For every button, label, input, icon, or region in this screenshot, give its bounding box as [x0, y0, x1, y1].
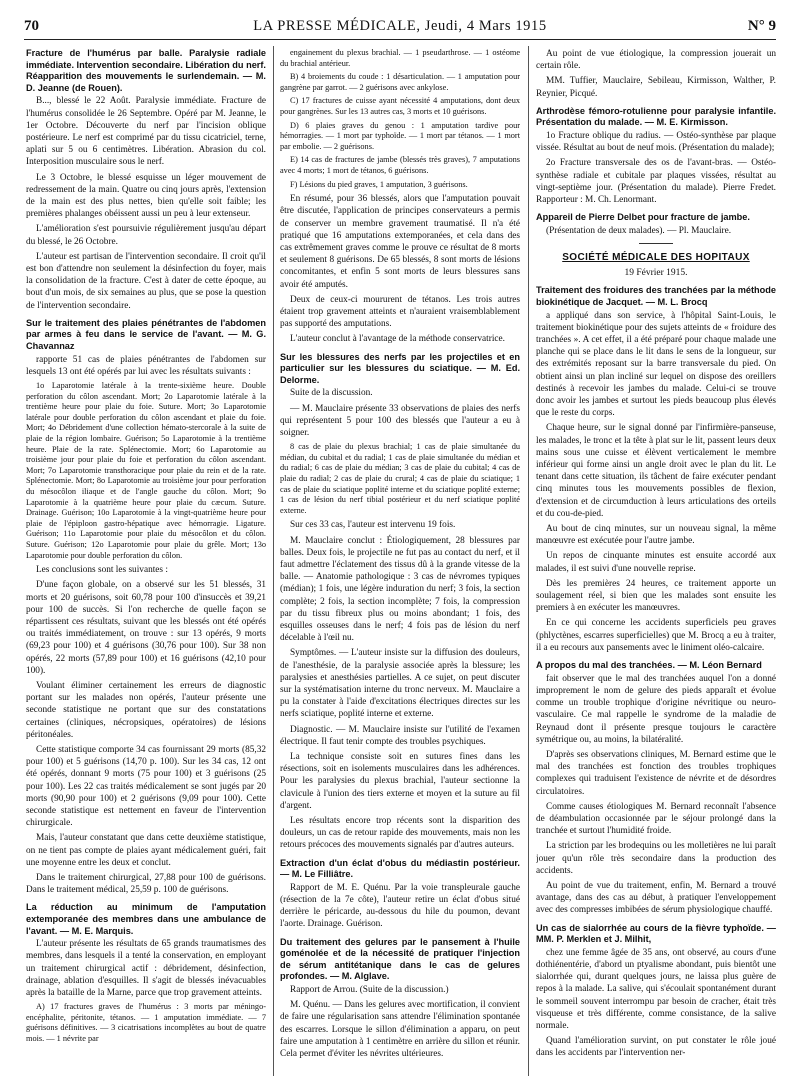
case-list: C) 17 fractures de cuisse ayant nécessité 4 amputations, dont deux pour gangrènes. Sur les 13 autres cas, 3 morts et 10 guérisons. [280, 96, 520, 116]
issue-number: N° 9 [747, 18, 776, 34]
paragraph: Quand l'amélioration survint, on put constater le rôle joué dans les accidents par l'intervention ner- [536, 1036, 776, 1059]
paragraph: Cette statistique comporte 34 cas fournissant 29 morts (85,32 pour 100) et 5 guérisons (14,70 p. 100). Sur les 34 cas, 12 ont été opérés, donnant 9 morts (75 pour 100) et 3 guérisons (25 pour 100). Les 22 cas traités médicalement se sont jugés par 20 morts (90,90 pour 100) et 2 guérisons (9,09 pour 100). Cette seconde statistique est nettement en faveur de l'intervention chirurgicale. [26, 744, 266, 829]
case-list: 1o Laparotomie latérale à la trente-sixième heure. Double perforation du côlon ascendant. Mort; 2o Laparotomie latérale à la trentième heure pour plaie du foie. Suture. Mort; 3o Laparotomie latérale pour double perforation du côlon ascendant et plaie du foie. Mort; 4o Débridement d'une collection hémato-stercorale à la suite de plaie de la région lombaire. Guérison; 5o Laparotomie à la trentième heure. Plaie de la rate. Splénectomie. Mort; 6o Laparotomie au troisième jour pour plaie du foie et perforation du côlon ascendant. Mort; 7o Laparotomie transthoracique pour plaie du rein et de la rate. Splénectomie. Mort; 8o Laparotomie au troisième jour pour perforation du mésocôlon iliaque et de l'angle gauche du côlon. Mort; 9o Laparotomie à la quatrième heure pour plaie du cæcum. Suture. Drainage. Guérison; 10o Laparotomie à la vingt-quatrième heure pour plaie de l'épiploon gastro-hépatique avec hémorragie. Ligature. Guérison; 11o Laparotomie pour plaie du mésocôlon et du côlon. Suture. Guérison; 12o Laparotomie pour plaie du grêle. Mort; 13o Laparotomie pour double perforation du côlon. [26, 381, 266, 560]
article-heading: Fracture de l'humérus par balle. Paralysie radiale immédiate. Intervention secondaire. Libération du nerf. Réapparition des mouvements le surlendemain. — M. D. Jeanne (de Rouen). [26, 48, 266, 93]
article-heading: Un cas de sialorrhée au cours de la fièvre typhoïde. — MM. P. Merklen et J. Milhit, [536, 922, 776, 945]
paragraph: Au point de vue du traitement, enfin, M. Bernard a trouvé avantage, dans des cas au début, à pratiquer l'enveloppement avec des compresses imbibées de sérum physiologique chauffé. [536, 880, 776, 916]
article-heading: Extraction d'un éclat d'obus du médiastin postérieur. — M. Le Filliâtre. [280, 857, 520, 880]
paragraph: Rapport de M. E. Quénu. Par la voie transpleurale gauche (résection de la 7e côte), l'auteur retire un éclat d'obus situé derrière le péricarde, au-dessous du hile du poumon, devant l'aorte. Drainage. Guérison. [280, 882, 520, 930]
journal-title: LA PRESSE MÉDICALE, Jeudi, 4 Mars 1915 [253, 18, 547, 34]
case-list: engainement du plexus brachial. — 1 pseudarthrose. — 1 ostéome du brachial antérieur. [280, 48, 520, 68]
paragraph: Dans le traitement chirurgical, 27,88 pour 100 de guérisons. Dans le traitement médical, 25,59 p. 100 de guérisons. [26, 872, 266, 896]
paragraph: L'auteur est partisan de l'intervention secondaire. Il croit qu'il est bon d'attendre non seulement la désinfection du foyer, mais la consolidation de la fracture. C'est à dater de cette époque, au bout d'un mois, de six semaines au plus, que se pose la question de l'intervention secondaire. [26, 251, 266, 311]
paragraph: Les conclusions sont les suivantes : [36, 565, 168, 576]
paragraph: 1o Fracture oblique du radius. — Ostéo-synthèse par plaque vissée. Résultat au bout de neuf mois. (Présentation du malade); [536, 131, 776, 154]
column-right [536, 48, 776, 1076]
section-heading: SOCIÉTÉ MÉDICALE DES HOPITAUX [562, 252, 750, 264]
article-heading: Sur les blessures des nerfs par les projectiles et en particulier sur les blessures du sciatique. — M. Ed. Delorme. [280, 351, 520, 385]
case-list: 8 cas de plaie du plexus brachial; 1 cas de plaie simultanée du médian, du cubital et du radial; 1 cas de plaie simultanée du médian et du radial; 6 cas de plaie du médian; 3 cas de plaie du cubital; 4 cas de plaie du radial; 2 cas de plaie du crural; 4 cas de plaie du sciatique; 1 cas de plaie du sciatique poplité interne et du sciatique poplité externe; 1 cas de lésion du nerf tibial postérieur et du nerf sciatique poplité externe. [280, 442, 520, 515]
paragraph: Rapport de Arrou. (Suite de la discussion.) [290, 984, 449, 995]
column-middle [280, 48, 520, 1076]
paragraph: En résumé, pour 36 blessés, alors que l'amputation pouvait être discutée, l'application de principes conservateurs a permis de conserver un membre gravement traumatisé. Il n'a été pratiqué que 16 amputations extemporanées, et cela dans des cas extrêmement graves comme le prouve ce résultat de 8 morts et seulement 8 guérisons. De 65 blessés, 8 sont morts de lésions concomitantes, et enfin 5 sont morts de leurs blessures sans avoir été amputés. [280, 194, 520, 290]
paragraph: (Présentation de deux malades). — Pl. Mauclaire. [546, 225, 732, 236]
article-heading: Sur le traitement des plaies pénétrantes de l'abdomen par armes à feu dans le service de l'avant. — M. G. Chavannaz [26, 317, 266, 352]
paragraph: Sur ces 33 cas, l'auteur est intervenu 19 fois. [290, 520, 456, 531]
paragraph: 2o Fracture transversale des os de l'avant-bras. — Ostéo-synthèse radiale et cubitale par plaques vissées, résultat au vingt-septième jour. (Présentation du malade). Pierre Fredet. Rapporteur : M. Ch. Lenormant. [536, 158, 776, 206]
paragraph: Dès les premières 24 heures, ce traitement apporte un soulagement réel, si bien que les malades sont ensuite les premiers à en exécuter les manœuvres. [536, 578, 776, 614]
paragraph: Comme causes étiologiques M. Bernard reconnaît l'absence de déambulation occasionnée par le séjour prolongé dans la tranchée et surtout l'humidité froide. [536, 801, 776, 837]
paragraph: Mais, l'auteur constatant que dans cette deuxième statistique, on ne tient pas compte de plaies ayant médicalement guéri, fait une moyenne entre les deux et conclut. [26, 833, 266, 868]
paragraph: Suite de la discussion. [290, 388, 373, 399]
page-number: 70 [24, 18, 39, 34]
paragraph: La technique consiste soit en sutures fines dans les résections, soit en isolements musculaires dans les adhérences. Pour les paralysies du plexus brachial, l'auteur sectionne la clavicule à l'union des tiers externe et moyen et la suture au fil d'argent. [280, 751, 520, 811]
page-header [24, 18, 776, 40]
paragraph: Au bout de cinq minutes, sur un nouveau signal, la même manœuvre est exécutée pour l'autre jambe. [536, 524, 776, 547]
article-heading: La réduction au minimum de l'amputation extemporanée des membres dans une ambulance de l'avant. — M. E. Marquis. [26, 902, 266, 936]
article-heading: Du traitement des gelures par le pansement à l'huile goménolée et de la nécessité de pratiquer l'injection de sérum antitétanique dans le cas de gelures profondes. — M. Alglave. [280, 936, 520, 982]
case-list: E) 14 cas de fractures de jambe (blessés très graves), 7 amputations avec 4 morts; 1 mort de tétanos, 6 guérisons. [280, 155, 520, 175]
paragraph: L'amélioration s'est poursuivie régulièrement jusqu'au départ du blessé, le 26 Octobre. [26, 224, 266, 247]
case-list: D) 6 plaies graves du genou : 1 amputation tardive pour hémorragies. — 1 mort par typhoïde. — 1 mort par tétanos. — 1 mort par embolie. — 2 guérisons. [280, 120, 520, 151]
paragraph: M. Quénu. — Dans les gelures avec mortification, il convient de faire une régularisation sans attendre l'élimination spontanée des escarres. Lorsque le sillon d'élimination a apparu, on peut faire une amputation à 1 centimètre en arrière du sillon et réunir. Cela permet d'éviter les névrites ultérieures. [280, 1000, 520, 1059]
paragraph: B..., blessé le 22 Août. Paralysie immédiate. Fracture de l'humérus consolidée le 26 Septembre. Opéré par M. Jeanne, le 1er Octobre. Découverte du nerf par l'incision oblique postérieure. Le nerf est comprimé par du tissu cicatriciel, terne, aplati sur 5 ou 6 centimètres. Libération. Abrasion du col. Interposition musculaire sous le nerf. [26, 96, 266, 168]
article-heading: A propos du mal des tranchées. — M. Léon Bernard [536, 660, 762, 671]
paragraph: M. Mauclaire conclut : Étiologiquement, 28 blessures par balles. Deux fois, le projectile ne fut pas au contact du nerf, et il faut admettre l'éclatement des tissus dû à la grande vitesse de la balle. — Anatomie pathologique : 3 cas de névromes typiques (médian); 1 fois, une légère induration du nerf; 3 fois, la section complète; 2 fois, la section incomplète; 7 fois, la compression par du tissu fibreux plus ou moins abondant; 1 fois, des esquilles osseuses dans le nerf; 4 fois pas de lésion du nerf décelable à l'œil nu. [280, 535, 520, 644]
case-list: B) 4 broiements du coude : 1 désarticulation. — 1 amputation pour gangrène par garrot. — 2 guérisons avec ankylose. [280, 72, 520, 92]
article-heading: Arthrodèse fémoro-rotulienne pour paralysie infantile. Présentation du malade. — M. E. Kirmisson. [536, 105, 776, 128]
paragraph: Chaque heure, sur le signal donné par l'infirmière-panseuse, les malades, le tronc et la tête à plat sur le lit, passent leurs deux mains sous une cuisse et élèvent verticalement le membre inférieur qui forme ainsi un angle droit avec le plan du lit. Le tenant dans cette situation, ils tâchent de faire exécuter pendant cinq minutes tous les mouvements possibles de flexion, d'extension et de circumduction à leurs articulations des orteils et du cou-de-pied. [536, 423, 776, 519]
case-list: F) Lésions du pied graves, 1 amputation, 3 guérisons. [290, 179, 468, 189]
paragraph: Un repos de cinquante minutes est ensuite accordé aux malades, il est suivi d'une nouvelle reprise. [536, 551, 776, 574]
paragraph: fait observer que le mal des tranchées auquel l'on a donné improprement le nom de gelure des pieds apparaît et évolue comme un trouble trophique d'origine névritique ou neuro-vasculaire. Ce mal rappelle le syndrome de la maladie de Reynaud dont il présente presque toujours le caractère symétrique ou, au moins, la bilatéralité. [536, 673, 776, 745]
paragraph: a appliqué dans son service, à l'hôpital Saint-Louis, le traitement biokinétique pour des sujets atteints de « froidure des tranchées ». A cet effet, il a été préparé pour chaque malade une planche qui se place dans le lit dans le sens de la longueur, sur des extrémités reposant sur la barre transversale du pied. On obtient ainsi un plan incliné sur lequel on dispose des oreillers destinés à recevoir les jambes du malade. Celui-ci se trouve donc avoir les jambes et surtout les pieds beaucoup plus élevés que le reste du corps. [536, 310, 776, 419]
paragraph: Les résultats encore trop récents sont la disparition des douleurs, un cas de retour rapide des mouvements, mais non les retours précoces des mouvements signalés par d'autres auteurs. [280, 815, 520, 851]
paragraph: En ce qui concerne les accidents superficiels peu graves (phlyctènes, escarres superficielles) que M. Brocq a eu à traiter, il a eu recours aux pansements avec le liniment oléo-calcaire. [536, 618, 776, 653]
paragraph: Symptômes. — L'auteur insiste sur la diffusion des douleurs, de l'anesthésie, de la paralysie associée après la blessure; les paralysies et anesthésies partielles. A ce sujet, on peut discuter sur la systématisation interne du tronc nerveux. M. Mauclaire a pu la constater à l'aide d'excitations électriques directes sur les nerfs sciatique, poplité interne et externe. [280, 648, 520, 720]
paragraph: Diagnostic. — M. Mauclaire insiste sur l'utilité de l'examen électrique. Il faut tenir compte des troubles psychiques. [280, 724, 520, 747]
section-divider [639, 243, 673, 244]
article-heading: Appareil de Pierre Delbet pour fracture de jambe. [536, 212, 750, 223]
paragraph: Au point de vue étiologique, la compression jouerait un certain rôle. [536, 49, 776, 72]
paragraph: — M. Mauclaire présente 33 observations de plaies des nerfs qui représentent 5 pour 100 des blessés que l'auteur a eu à soigner. [280, 403, 520, 438]
paragraph: D'une façon globale, on a observé sur les 51 blessés, 31 morts et 20 guérisons, soit 60,78 pour 100 d'insuccès et 39,21 pour 100 de succès. Si l'on recherche de quelle façon se répartissent ces résultats, suivant que les blessés ont été opérés ou traités immédiatement, on trouve : sur 13 opérés, 9 morts (69,23 pour 100) et 4 guérisons (30,76 pour 100). Sur 38 non opérés, 22 morts (57,89 pour 100) et 16 guérisons (42,10 pour 100). [26, 580, 266, 676]
paragraph: Le 3 Octobre, le blessé esquisse un léger mouvement de redressement de la main. Quatre ou cinq jours après, l'extension de la main est des plus nettes, bien qu'elle soit faible; les premières phalanges obéissent aussi un peu à leur extenseur. [26, 172, 266, 220]
paragraph: chez une femme âgée de 35 ans, ont observé, au cours d'une dothiénentérie, d'abord un ptyalisme abondant, puis bientôt une sialorrhée qui, durant quelques jours, ne laissa plus guère de repos à la malade. La salive, qui s'écoulait spontanément durant le sommeil souvent interrompu par besoin de cracher, était très visqueuse et très différente, comme consistance, de la salive normale. [536, 947, 776, 1031]
session-date: 19 Février 1915. [624, 268, 688, 279]
paragraph: L'auteur présente les résultats de 65 grands traumatismes des membres, dans lesquels il a tenté la conservation, en employant un traitement chirurgical actif : débridement, désinfection, drainage, ablation d'esquilles. Il s'agit de blessés inévacuables après la bataille de la Marne, parce que trop gravement atteints. [26, 939, 266, 998]
article-heading: Traitement des froidures des tranchées par la méthode biokinétique de Jacquet. — M. L. Brocq [536, 285, 776, 308]
column-divider [273, 46, 274, 1076]
paragraph: D'après ses observations cliniques, M. Bernard estime que le mal des tranchées est fonction des troubles trophiques complexes qui traduisent l'existence de névrite et de désordres circulatoires. [536, 749, 776, 797]
header-rule [24, 39, 776, 40]
paragraph: Voulant éliminer certainement les erreurs de diagnostic portant sur les malades non opérés, l'auteur présente une seconde statistique ne portant que sur des constatations certaines (cliniques, nécropsiques, opératoires) de lésions péritonéales. [26, 680, 266, 740]
column-left [26, 48, 266, 1076]
paragraph: L'auteur conclut à l'avantage de la méthode conservatrice. [290, 334, 506, 345]
paragraph: Deux de ceux-ci moururent de tétanos. Les trois autres étaient trop gravement atteints et n'auraient vraisemblablement pas supporté des amputations. [280, 294, 520, 330]
paragraph: rapporte 51 cas de plaies pénétrantes de l'abdomen sur lesquels 13 ont été opérés par lui avec les résultats suivants : [26, 354, 266, 377]
case-list: A) 17 fractures graves de l'humérus : 3 morts par méningo-encéphalite, péritonite, tétanos. — 1 amputation immédiate. — 7 guérisons définitives. — 3 cicatrisations incomplètes au bout de quatre mois. — 1 névrite par [26, 1002, 266, 1043]
paragraph: MM. Tuffier, Mauclaire, Sebileau, Kirmisson, Walther, P. Reynier, Picqué. [536, 76, 776, 99]
column-divider [528, 46, 529, 1076]
paragraph: La striction par les brodequins ou les molletières ne lui paraît jouer qu'un rôle très secondaire dans la production des accidents. [536, 841, 776, 876]
